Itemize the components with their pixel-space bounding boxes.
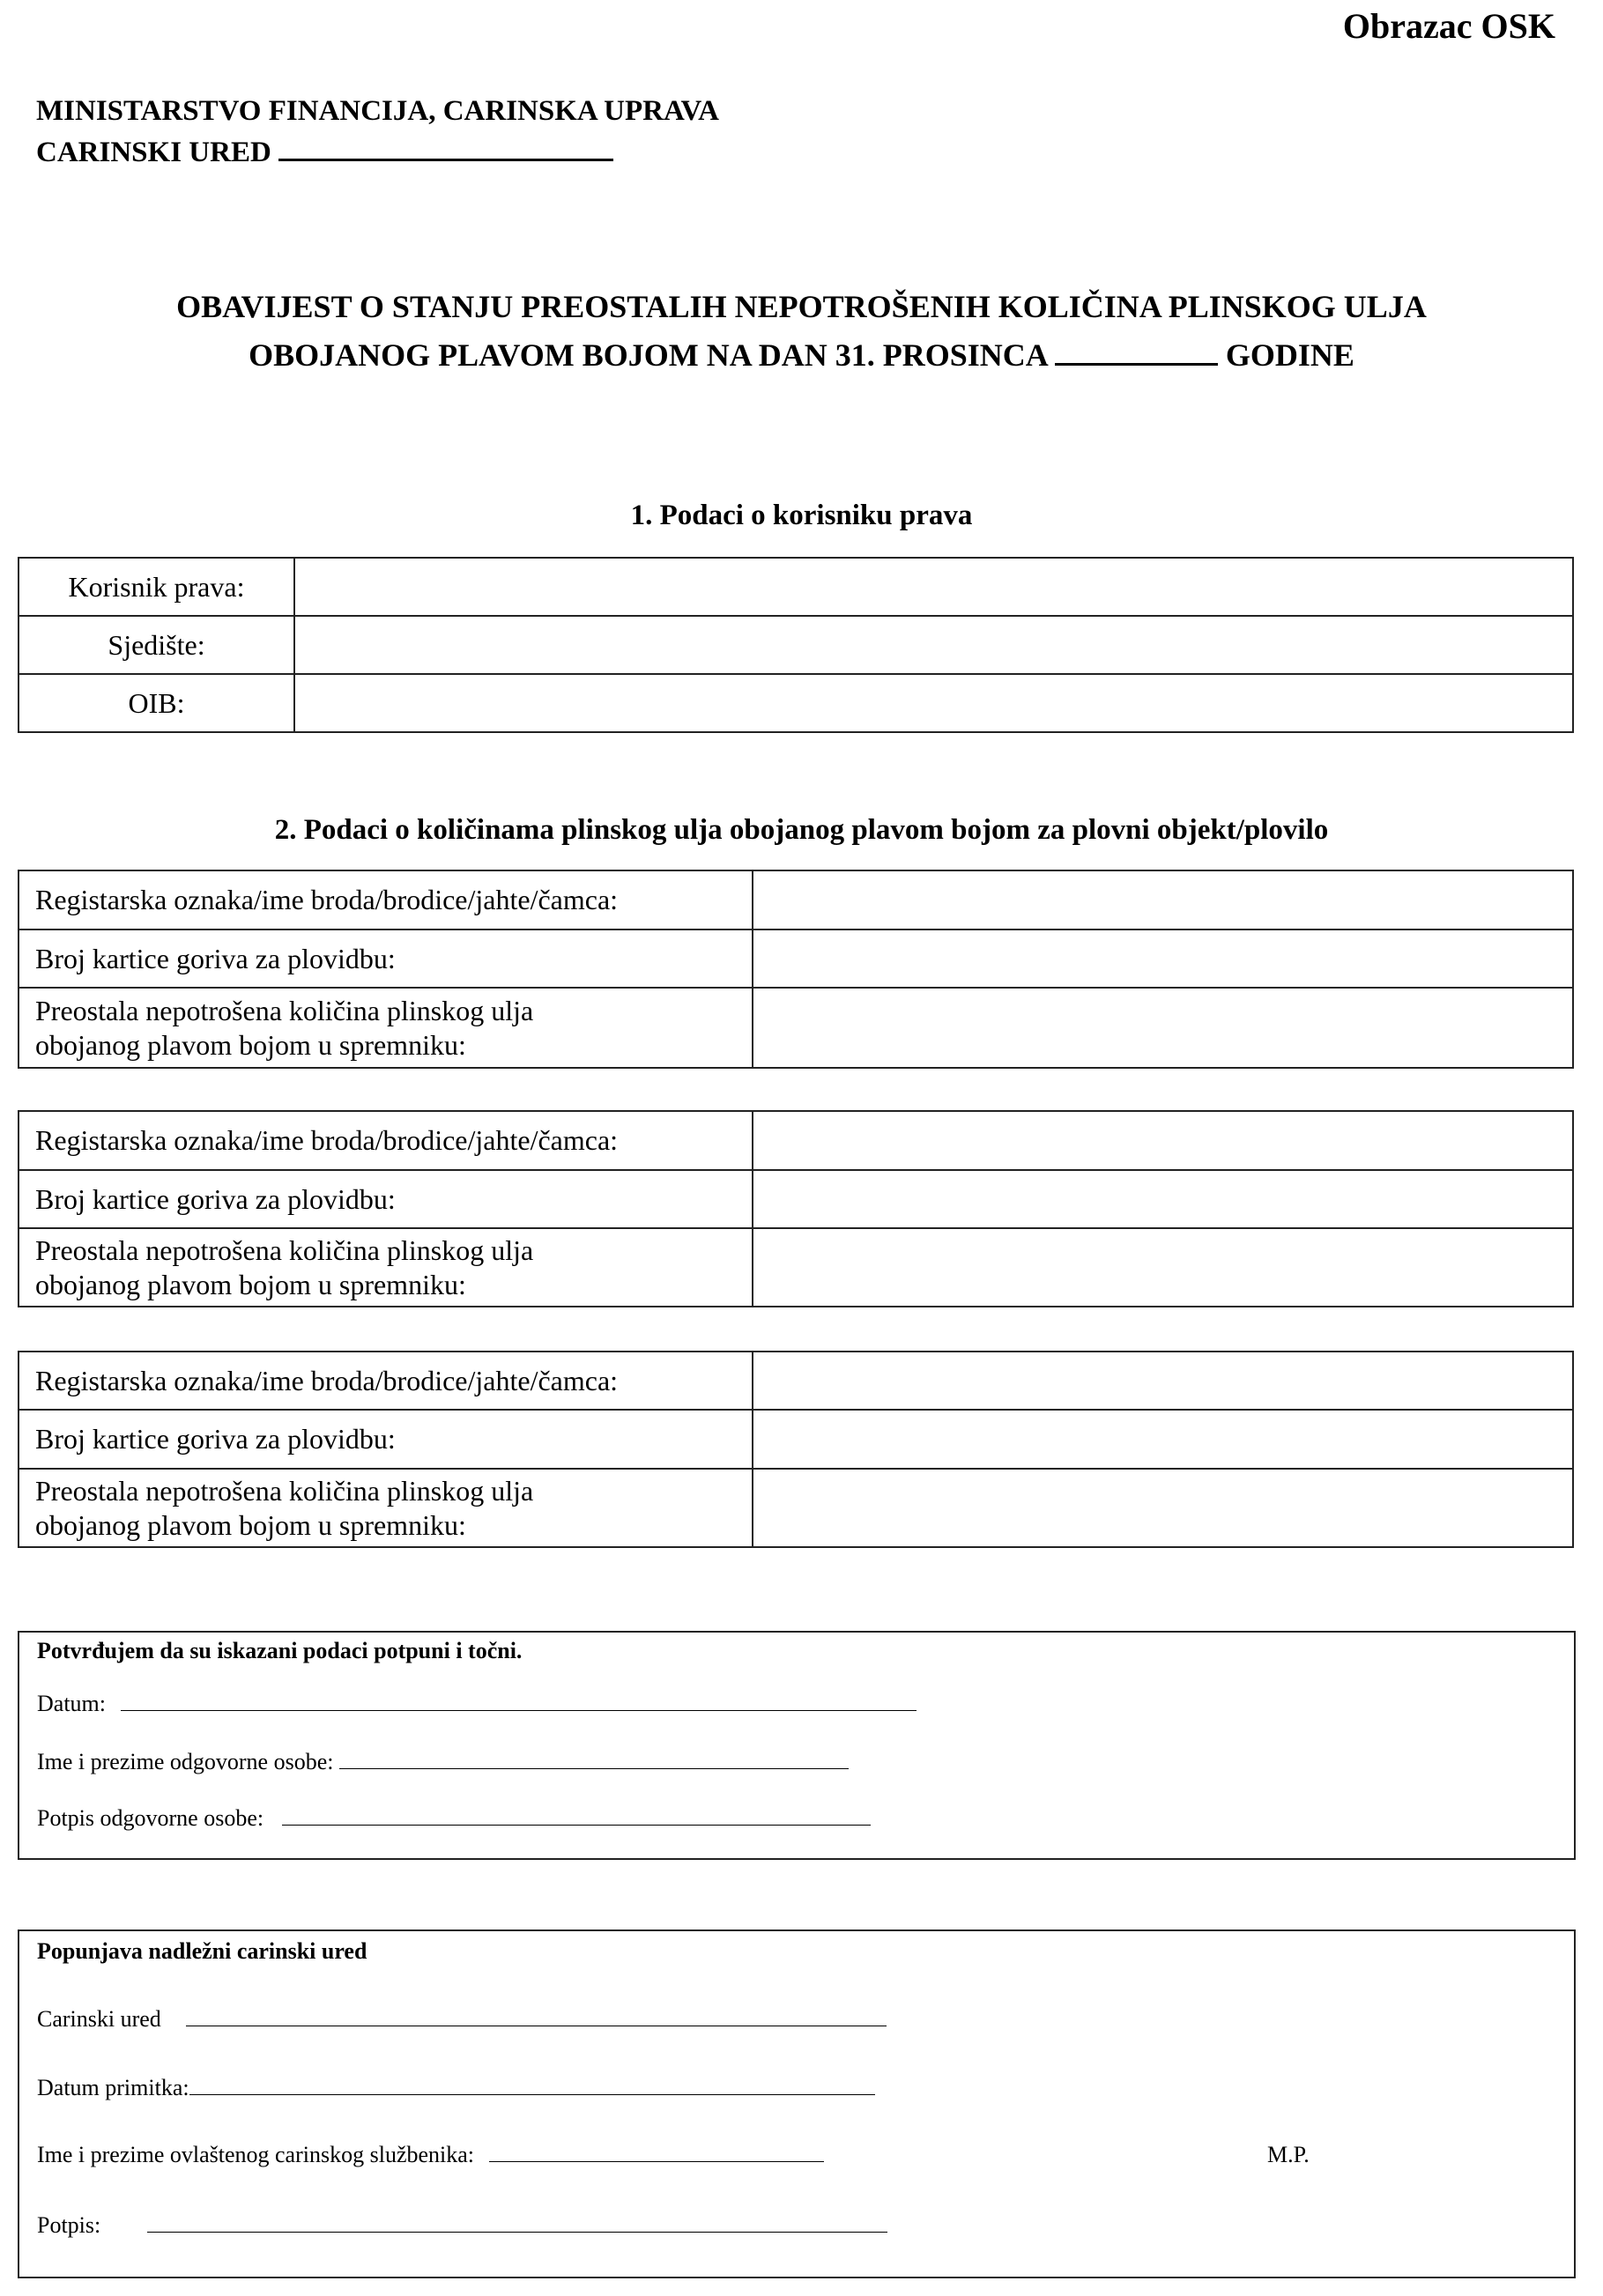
- officer-signature-row: [37, 2212, 887, 2239]
- office-heading: Popunjava nadležni carinski ured: [37, 1938, 367, 1964]
- qty-label-1: Preostala nepotrošena količina plinskog ulja: [35, 1234, 534, 1267]
- office-row: [37, 2006, 887, 2033]
- stamp-label: M.P.: [1267, 2142, 1310, 2167]
- card-label: Broj kartice goriva za plovidbu:: [19, 930, 753, 988]
- user-field[interactable]: [294, 558, 1573, 616]
- year-blank[interactable]: [1055, 337, 1218, 366]
- responsible-signature-field[interactable]: [282, 1805, 871, 1826]
- qty-field[interactable]: [753, 1228, 1573, 1307]
- customs-office-box: [18, 1929, 1576, 2278]
- title-line-1: OBAVIJEST O STANJU PREOSTALIH NEPOTROŠENIH KOLIČINA PLINSKOG ULJA: [176, 289, 1427, 324]
- card-label: Broj kartice goriva za plovidbu:: [19, 1410, 753, 1469]
- qty-label-2: obojanog plavom bojom u spremniku:: [35, 1028, 466, 1061]
- seat-label: Sjedište:: [19, 616, 294, 674]
- officer-signature-field[interactable]: [147, 2212, 887, 2233]
- date-row: [37, 1691, 917, 1717]
- responsible-name-field[interactable]: [339, 1749, 849, 1769]
- user-table: [18, 557, 1574, 733]
- vessel-table-1: [18, 870, 1574, 1069]
- responsible-signature-label: Potpis odgovorne osobe:: [37, 1805, 264, 1831]
- card-field[interactable]: [753, 1410, 1573, 1469]
- office-label: Carinski ured: [37, 2006, 161, 2032]
- office-field[interactable]: [186, 2006, 887, 2026]
- qty-field[interactable]: [753, 988, 1573, 1068]
- form-code: Obrazac OSK: [1342, 6, 1555, 46]
- received-date-row: [37, 2075, 875, 2101]
- user-label: Korisnik prava:: [19, 558, 294, 616]
- received-date-field[interactable]: [189, 2075, 875, 2095]
- officer-signature-label: Potpis:: [37, 2212, 101, 2238]
- date-label: Datum:: [37, 1691, 106, 1716]
- oib-label: OIB:: [19, 674, 294, 732]
- section2-heading: 2. Podaci o količinama plinskog ulja obojanog plavom bojom za plovni objekt/plovilo: [274, 814, 1329, 846]
- seat-field[interactable]: [294, 616, 1573, 674]
- responsible-name-label: Ime i prezime odgovorne osobe:: [37, 1749, 334, 1774]
- qty-label-2: obojanog plavom bojom u spremniku:: [35, 1268, 466, 1300]
- responsible-name-row: [37, 1749, 849, 1775]
- customs-office-label: CARINSKI URED: [36, 137, 271, 168]
- qty-label: [19, 988, 753, 1068]
- qty-label-1: Preostala nepotrošena količina plinskog ulja: [35, 1475, 534, 1507]
- title-line-2a: OBOJANOG PLAVOM BOJOM NA DAN 31. PROSINCA: [249, 337, 1047, 373]
- confirm-heading: Potvrđujem da su iskazani podaci potpuni i točni.: [37, 1638, 523, 1663]
- ministry-header: MINISTARSTVO FINANCIJA, CARINSKA UPRAVA: [36, 95, 719, 127]
- reg-label: Registarska oznaka/ime broda/brodice/jahte/čamca:: [19, 1111, 753, 1170]
- qty-label: [19, 1228, 753, 1307]
- section1-heading: 1. Podaci o korisniku prava: [630, 500, 973, 531]
- card-label: Broj kartice goriva za plovidbu:: [19, 1170, 753, 1228]
- qty-field[interactable]: [753, 1469, 1573, 1547]
- confirmation-box: [18, 1631, 1576, 1860]
- reg-label: Registarska oznaka/ime broda/brodice/jahte/čamca:: [19, 1352, 753, 1410]
- customs-office-blank[interactable]: [278, 132, 613, 161]
- customs-office-header: [36, 132, 613, 169]
- card-field[interactable]: [753, 930, 1573, 988]
- card-field[interactable]: [753, 1170, 1573, 1228]
- reg-field[interactable]: [753, 1111, 1573, 1170]
- qty-label-2: obojanog plavom bojom u spremniku:: [35, 1508, 466, 1541]
- officer-row: [37, 2142, 824, 2168]
- reg-field[interactable]: [753, 870, 1573, 930]
- vessel-table-2: [18, 1110, 1574, 1307]
- vessel-table-3: [18, 1351, 1574, 1548]
- reg-field[interactable]: [753, 1352, 1573, 1410]
- title-line-2b: GODINE: [1225, 337, 1354, 373]
- officer-label: Ime i prezime ovlaštenog carinskog službenika:: [37, 2142, 475, 2167]
- reg-label: Registarska oznaka/ime broda/brodice/jahte/čamca:: [19, 870, 753, 930]
- oib-field[interactable]: [294, 674, 1573, 732]
- received-date-label: Datum primitka:: [37, 2075, 189, 2100]
- title-line-2: [0, 337, 1603, 374]
- responsible-signature-row: [37, 1805, 871, 1832]
- date-field[interactable]: [121, 1691, 917, 1711]
- officer-field[interactable]: [489, 2142, 824, 2162]
- qty-label: [19, 1469, 753, 1547]
- qty-label-1: Preostala nepotrošena količina plinskog ulja: [35, 995, 534, 1027]
